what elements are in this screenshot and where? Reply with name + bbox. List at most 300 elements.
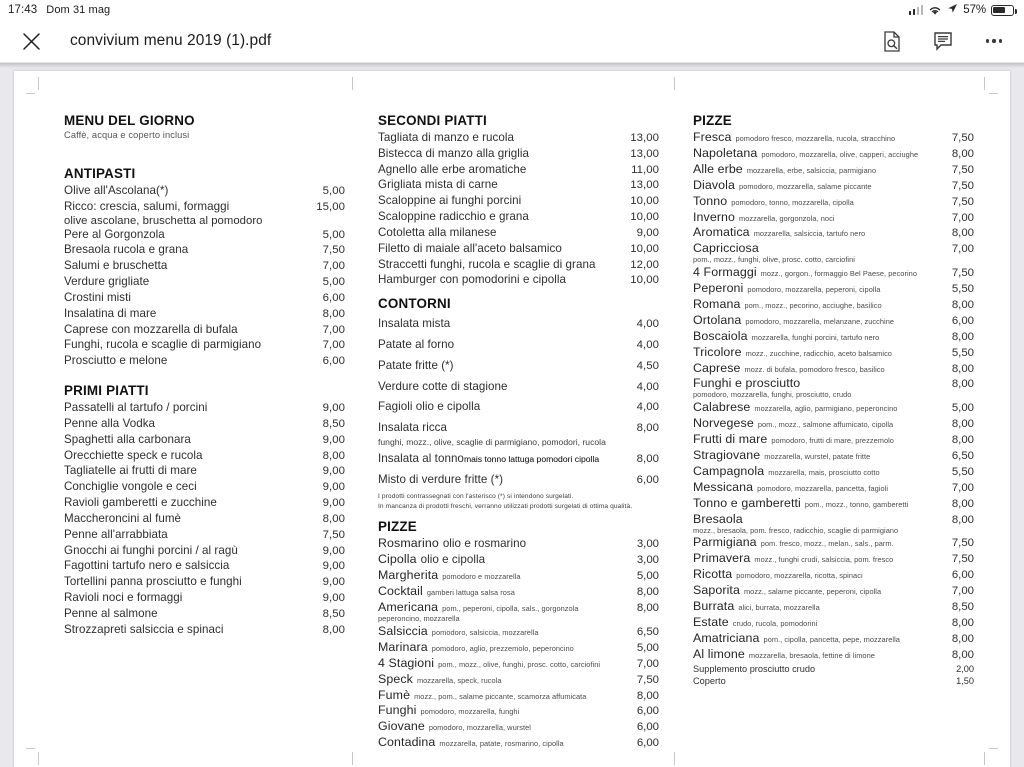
pizza-ingredients: mozzarella, erbe, salsiccia, parmigiano xyxy=(746,165,877,175)
pizza-ingredients: mozzarella, patate, rosmarino, cipolla xyxy=(439,739,564,749)
menu-item-row xyxy=(64,416,345,432)
more-options-icon[interactable] xyxy=(982,29,1006,53)
menu-item-row xyxy=(64,290,345,306)
extra-item-name: Coperto xyxy=(693,676,726,687)
pizza-item-row xyxy=(693,225,974,241)
pizza-item-row xyxy=(378,552,659,568)
pizza-name: Capricciosa xyxy=(693,241,759,256)
section-title-pizze-middle: PIZZE xyxy=(378,519,417,535)
menu-item-row xyxy=(64,448,345,464)
menu-item-name: Bistecca di manzo alla griglia xyxy=(378,146,530,160)
menu-item-price: 13,00 xyxy=(630,179,659,192)
pizza-name: Stragiovane xyxy=(693,447,761,462)
pizza-item-row xyxy=(378,624,659,640)
pizza-ingredients: pomodoro, mozzarella, wurstel xyxy=(428,723,531,733)
pizze-middle-list xyxy=(378,536,659,751)
pizza-item-row xyxy=(693,448,974,464)
menu-item-price: 10,00 xyxy=(630,242,659,255)
pizza-item-row xyxy=(693,615,974,631)
menu-item-name: Salumi e bruschetta xyxy=(64,259,168,273)
menu-item-price: 8,00 xyxy=(322,623,345,636)
menu-item-price: 9,00 xyxy=(322,592,345,605)
pizza-ingredients: mozzarella, mais, prosciutto cotto xyxy=(768,467,880,477)
menu-item-row xyxy=(378,162,659,178)
menu-item-row xyxy=(64,511,345,527)
pizza-price: 8,00 xyxy=(951,378,974,391)
menu-item-row xyxy=(378,417,659,438)
pizza-ingredients: pomodoro, mozzarella, funghi, prosciutto, crudo xyxy=(693,390,852,400)
section-title-secondi: SECONDI PIATTI xyxy=(378,113,487,128)
menu-item-name: Straccetti funghi, rucola e scaglie di grana xyxy=(378,257,596,271)
pizza-name: Frutti di mare xyxy=(693,432,768,447)
pizza-price: 7,50 xyxy=(951,537,974,550)
section-title-antipasti: ANTIPASTI xyxy=(64,166,136,181)
menu-item-price: 4,50 xyxy=(636,359,659,372)
pizza-item-row xyxy=(378,672,659,688)
menu-item-price: 6,00 xyxy=(636,473,659,486)
menu-item-price: 7,00 xyxy=(322,323,345,336)
extra-item-row xyxy=(693,663,974,675)
menu-item-name: Ricco: crescia, salumi, formaggi xyxy=(64,199,230,213)
pizza-price: 8,00 xyxy=(636,586,659,599)
menu-heading: MENU DEL GIORNO xyxy=(64,113,195,128)
primi-piatti-list xyxy=(64,400,345,637)
pizza-name: Funghi e prosciutto xyxy=(693,376,801,391)
app-bar xyxy=(0,20,1024,63)
pizza-price: 5,50 xyxy=(951,465,974,478)
menu-item-row xyxy=(64,227,345,243)
pizza-ingredients: mozz., pom., salame piccante, scamorza affumicata xyxy=(414,691,587,701)
menu-item-price: 8,00 xyxy=(636,422,659,435)
pizza-item-row xyxy=(693,162,974,178)
pizza-item-row xyxy=(378,719,659,735)
pizze-right-list xyxy=(693,130,974,663)
menu-item-name: Olive all'Ascolana(*) xyxy=(64,184,169,197)
pizza-price: 8,00 xyxy=(951,616,974,629)
pizza-ingredients: pomodoro, mozzarella, olive, capperi, acciughe xyxy=(761,149,919,159)
pizza-ingredients: olio e cipolla xyxy=(420,553,486,567)
menu-item-row xyxy=(378,241,659,257)
pizza-price: 8,00 xyxy=(951,497,974,510)
pizza-item-row xyxy=(693,535,974,551)
pizza-price: 6,00 xyxy=(636,705,659,718)
menu-item-name: Insalata mista xyxy=(378,317,451,331)
battery-percent: 57% xyxy=(963,4,986,16)
pizza-price: 3,00 xyxy=(636,538,659,551)
pizza-price: 8,00 xyxy=(951,434,974,447)
menu-item-name: Maccheroncini al fumè xyxy=(64,511,182,525)
menu-item-row xyxy=(378,376,659,397)
pizza-name: Contadina xyxy=(378,735,436,750)
pizza-ingredients: pomodoro fresco, mozzarella, rucola, stracchino xyxy=(735,134,896,143)
pizza-price: 5,50 xyxy=(951,283,974,296)
pizza-name: Tricolore xyxy=(693,344,742,359)
pizza-price: 7,50 xyxy=(951,179,974,192)
pizza-ingredients: alici, burrata, mozzarella xyxy=(738,603,820,612)
extra-item-price: 2,00 xyxy=(956,663,974,674)
pizza-ingredients: mozz., zucchine, radicchio, aceto balsamico xyxy=(745,348,892,358)
pizza-name: Amatriciana xyxy=(693,630,760,645)
pizza-price: 5,00 xyxy=(636,570,659,583)
menu-column-middle xyxy=(378,113,659,767)
pizza-name: Ortolana xyxy=(693,312,742,327)
pizza-price: 5,00 xyxy=(951,402,974,415)
menu-item-name: Insalata al tonno xyxy=(378,451,464,465)
pizza-item-row xyxy=(378,735,659,751)
pizza-item-row xyxy=(693,329,974,345)
menu-item-row xyxy=(64,322,345,338)
pizza-price: 8,00 xyxy=(951,147,974,160)
menu-item-row xyxy=(378,355,659,376)
pizza-price: 8,50 xyxy=(951,601,974,613)
pizza-price: 8,00 xyxy=(951,513,974,526)
menu-item-name: Funghi, rucola e scaglie di parmigiano xyxy=(64,338,262,352)
pizza-item-row xyxy=(693,210,974,226)
menu-item-name: Ravioli noci e formaggi xyxy=(64,591,183,605)
pizza-item-row xyxy=(693,146,974,162)
menu-item-name: Penne al salmone xyxy=(64,606,158,620)
menu-item-name: Conchiglie vongole e ceci xyxy=(64,480,197,494)
menu-item-price: 8,00 xyxy=(322,512,345,525)
pizza-price: 6,00 xyxy=(636,721,659,734)
menu-item-row xyxy=(64,353,345,369)
pizza-ingredients: pom. fresco, mozz., melan., sals., parm. xyxy=(760,539,894,549)
pizza-price: 7,50 xyxy=(951,553,974,566)
pizza-ingredients: pomodoro, mozzarella, melanzane, zucchine xyxy=(745,316,895,326)
menu-column-right xyxy=(693,113,974,767)
menu-item-price: 10,00 xyxy=(630,274,659,287)
pizza-ingredients: pomodoro e mozzarella xyxy=(442,572,521,582)
pizza-price: 7,50 xyxy=(636,673,659,686)
pizza-price: 6,00 xyxy=(636,737,659,750)
location-arrow-icon xyxy=(947,3,958,17)
pizza-ingredients: pomodoro, mozzarella, funghi xyxy=(420,707,520,717)
menu-item-price: 7,50 xyxy=(322,528,345,541)
menu-item-name: Insalatina di mare xyxy=(64,306,157,320)
pizza-item-row xyxy=(378,536,659,552)
menu-item-price: 8,00 xyxy=(322,307,345,320)
pizza-ingredients: peperoncino, mozzarella xyxy=(378,614,460,624)
menu-item-name: Passatelli al tartufo / porcini xyxy=(64,401,208,415)
pizza-item-row xyxy=(693,130,974,146)
pizza-name: Al limone xyxy=(693,646,745,661)
status-date: Dom 31 mag xyxy=(46,4,111,16)
pizza-ingredients: pom., mozz., pecorino, acciughe, basilico xyxy=(744,300,882,310)
menu-item-price: 7,00 xyxy=(322,339,345,352)
pizza-name: Diavola xyxy=(693,177,736,192)
pizza-name: Napoletana xyxy=(693,145,758,160)
menu-item-row xyxy=(378,448,659,469)
pizza-item-row xyxy=(693,281,974,297)
menu-item-price: 8,00 xyxy=(322,449,345,462)
menu-item-name: Gnocchi ai funghi porcini / al ragù xyxy=(64,543,238,557)
menu-item-row xyxy=(64,199,345,215)
pizza-item-row xyxy=(693,178,974,194)
pizza-ingredients: mozzarella, gorgonzola, noci xyxy=(739,213,835,223)
menu-item-price: 9,00 xyxy=(636,226,659,239)
menu-item-price: 9,00 xyxy=(322,560,345,573)
pizza-name: Peperoni xyxy=(693,281,744,296)
pizza-price: 6,00 xyxy=(951,569,974,582)
pizza-name: Saporita xyxy=(693,583,740,598)
pizza-price: 6,50 xyxy=(951,449,974,462)
pizza-price: 5,00 xyxy=(636,641,659,654)
menu-item-row xyxy=(64,463,345,479)
pdf-viewer[interactable] xyxy=(0,63,1024,767)
menu-item-name: Verdure cotte di stagione xyxy=(378,379,508,393)
menu-item-name: Ravioli gamberetti e zucchine xyxy=(64,496,217,510)
pizza-name: Inverno xyxy=(693,209,736,224)
pizza-name: Bresaola xyxy=(693,511,743,526)
viewer-top-shadow xyxy=(0,63,1024,68)
pizza-ingredients: mozz. di bufala, pomodoro fresco, basilico xyxy=(744,364,885,374)
pizza-item-row xyxy=(693,567,974,583)
pizza-ingredients: pomodoro, mozzarella, salame piccante xyxy=(739,181,872,191)
pizza-ingredients: olio e rosmarino xyxy=(442,537,527,551)
menu-item-row xyxy=(64,274,345,290)
comment-icon[interactable] xyxy=(931,29,955,53)
pizza-name: Margherita xyxy=(378,568,439,583)
menu-item-price: 12,00 xyxy=(630,258,659,271)
menu-item-row xyxy=(378,334,659,355)
pizza-price: 6,50 xyxy=(636,625,659,638)
menu-item-price: 6,00 xyxy=(322,291,345,304)
menu-item-name: Caprese con mozzarella di bufala xyxy=(64,322,238,336)
menu-item-name: Prosciutto e melone xyxy=(64,354,168,368)
pizza-name: Cocktail xyxy=(378,584,423,599)
menu-item-name: Scaloppine radicchio e grana xyxy=(378,210,529,224)
menu-item-price: 11,00 xyxy=(631,163,659,176)
pizza-ingredients: mozz., bresaola, pom. fresco, radicchio, scaglie di parmigiano xyxy=(693,525,899,535)
menu-item-name: Penne all'arrabbiata xyxy=(64,527,168,541)
menu-item-row xyxy=(64,400,345,416)
pizza-name: Burrata xyxy=(693,599,735,613)
pizza-name: Americana xyxy=(378,600,439,615)
pizza-price: 7,50 xyxy=(951,195,974,208)
pizza-name: Campagnola xyxy=(693,463,765,478)
pizza-price: 7,00 xyxy=(951,585,974,598)
menu-item-row xyxy=(378,146,659,162)
pizze-extras-list xyxy=(693,663,974,688)
menu-item-row xyxy=(378,225,659,241)
pizza-name: Fresca xyxy=(693,130,732,144)
extra-item-name: Supplemento prosciutto crudo xyxy=(693,663,816,674)
pizza-ingredients: mozzarella, bresaola, fettine di limone xyxy=(748,650,875,660)
pizza-price: 8,00 xyxy=(636,602,659,615)
menu-item-price: 6,00 xyxy=(322,355,345,368)
pizza-ingredients: pomodoro, mozzarella, ricotta, spinaci xyxy=(736,571,863,581)
menu-item-name: Tagliata di manzo e rucola xyxy=(378,131,514,144)
pizza-ingredients: pomodoro, tonno, mozzarella, cipolla xyxy=(731,197,854,207)
pdf-page xyxy=(14,71,1010,767)
contorni-list xyxy=(378,313,659,489)
pizza-item-row xyxy=(693,464,974,480)
pizza-ingredients: mozz., funghi crudi, salsiccia, pom. fresco xyxy=(754,555,894,565)
pizza-ingredients: mozzarella, wurstel, patate fritte xyxy=(764,451,871,461)
pizza-item-row xyxy=(378,640,659,656)
pizza-price: 7,50 xyxy=(951,267,974,280)
pizza-name: Salsiccia xyxy=(378,623,428,638)
menu-item-name: Fagottini tartufo nero e salsiccia xyxy=(64,559,230,573)
pizza-item-row xyxy=(693,400,974,416)
pizza-name: 4 Formaggi xyxy=(693,265,757,280)
pizza-name: Parmigiana xyxy=(693,535,757,550)
pizza-name: Caprese xyxy=(693,360,741,375)
pizza-price: 3,00 xyxy=(636,554,659,567)
menu-item-second-line: olive ascolane, bruschetta al pomodoro xyxy=(64,214,263,227)
menu-item-price: 7,00 xyxy=(322,260,345,273)
pizza-name: Tonno xyxy=(693,193,728,208)
menu-item-name: Filetto di maiale all'aceto balsamico xyxy=(378,241,562,255)
document-title: convivium menu 2019 (1).pdf xyxy=(70,32,272,49)
menu-item-name: Orecchiette speck e rucola xyxy=(64,448,203,462)
pizza-item-row xyxy=(693,647,974,663)
menu-item-row xyxy=(64,337,345,353)
menu-item-name: Cotoletta alla milanese xyxy=(378,225,497,239)
menu-item-row xyxy=(64,590,345,606)
pizza-item-row xyxy=(693,496,974,512)
menu-item-name: Penne alla Vodka xyxy=(64,416,156,430)
menu-item-row xyxy=(64,574,345,590)
status-bar xyxy=(0,0,1024,20)
pizza-ingredients: pom., mozz., salmone affumicato, cipolla xyxy=(757,420,894,430)
pizza-ingredients: mozzarella, speck, rucola xyxy=(416,675,502,685)
menu-item-row xyxy=(64,258,345,274)
menu-item-price: 4,00 xyxy=(636,339,659,352)
pizza-item-row xyxy=(693,265,974,281)
pizza-ingredients: gamberi lattuga salsa rosa xyxy=(426,588,515,598)
menu-item-name: Tagliatelle ai frutti di mare xyxy=(64,464,197,478)
menu-item-name: Insalata ricca xyxy=(378,421,448,435)
menu-item-price: 5,00 xyxy=(322,185,345,197)
menu-item-name: Grigliata mista di carne xyxy=(378,178,498,192)
pizza-name: Boscaiola xyxy=(693,328,748,343)
pizza-name: 4 Stagioni xyxy=(378,655,435,670)
close-icon[interactable] xyxy=(16,26,46,56)
pizza-ingredients: pom., mozz., olive, funghi, prosc. cotto, carciofini xyxy=(438,659,601,669)
section-title-contorni: CONTORNI xyxy=(378,296,451,312)
menu-item-price: 9,00 xyxy=(322,433,345,446)
battery-icon xyxy=(991,5,1014,16)
menu-item-name: Patate fritte (*) xyxy=(378,358,454,372)
menu-item-row xyxy=(64,495,345,511)
pizza-item-row xyxy=(693,480,974,496)
section-title-primi: PRIMI PIATTI xyxy=(64,383,149,399)
pizza-item-row xyxy=(693,194,974,210)
menu-item-row xyxy=(378,469,659,490)
pizza-price: 7,50 xyxy=(951,132,974,144)
menu-item-name: Tortellini panna prosciutto e funghi xyxy=(64,575,242,589)
menu-item-row xyxy=(378,177,659,193)
menu-item-price: 15,00 xyxy=(316,200,345,213)
status-time: 17:43 xyxy=(8,4,38,16)
menu-item-row xyxy=(64,479,345,495)
pizza-ingredients: pomodoro, salsiccia, mozzarella xyxy=(431,627,539,637)
pizza-ingredients: pomodoro, frutti di mare, prezzemolo xyxy=(771,436,894,446)
menu-subheading: Caffè, acqua e coperto inclusi xyxy=(64,130,190,140)
pizza-price: 8,00 xyxy=(951,632,974,645)
pizza-price: 8,00 xyxy=(636,689,659,702)
pizza-ingredients: pomodoro, mozzarella, pancetta, fagioli xyxy=(757,483,889,493)
pizza-name: Romana xyxy=(693,296,741,311)
menu-item-name: Pere al Gorgonzola xyxy=(64,227,165,241)
pizza-ingredients: mozz., gorgon., formaggio Bel Paese, pecorino xyxy=(760,269,917,279)
menu-item-price: 7,50 xyxy=(322,244,345,257)
pizza-item-row xyxy=(693,361,974,377)
menu-item-price: 5,00 xyxy=(322,228,345,241)
pizza-price: 7,50 xyxy=(951,163,974,176)
pizza-price: 8,00 xyxy=(951,298,974,311)
pizza-name: Calabrese xyxy=(693,400,751,415)
pizza-price: 7,00 xyxy=(951,211,974,224)
pizza-item-row xyxy=(693,313,974,329)
menu-item-name: Scaloppine ai funghi porcini xyxy=(378,194,522,208)
menu-item-name: Strozzapreti salsiccia e spinaci xyxy=(64,622,224,636)
pizza-ingredients: pom., peperoni, cipolla, sals., gorgonzola xyxy=(442,604,579,614)
menu-item-price: 4,00 xyxy=(636,401,659,414)
menu-item-price: 8,50 xyxy=(322,417,345,430)
pizza-item-row xyxy=(693,297,974,313)
menu-item-price: 13,00 xyxy=(630,147,659,160)
menu-item-price: 8,50 xyxy=(322,607,345,620)
menu-item-row xyxy=(64,527,345,543)
menu-item-name: Crostini misti xyxy=(64,290,132,304)
menu-item-price: 10,00 xyxy=(630,211,659,224)
menu-item-row xyxy=(64,543,345,559)
menu-item-name: Agnello alle erbe aromatiche xyxy=(378,162,527,176)
pizza-name: Alle erbe xyxy=(693,161,743,176)
pizza-price: 7,00 xyxy=(636,657,659,670)
pizza-name: Norvegese xyxy=(693,416,754,431)
menu-item-row xyxy=(64,432,345,448)
secondi-piatti-list xyxy=(378,130,659,288)
pizza-item-row xyxy=(693,345,974,361)
pizza-ingredients: pom., mozz., funghi, olive, prosc. cotto, carciofini xyxy=(693,255,855,265)
menu-item-row xyxy=(378,272,659,288)
menu-item-row xyxy=(64,622,345,638)
menu-item-name: Spaghetti alla carbonara xyxy=(64,432,191,446)
pizza-ingredients: crudo, rucola, pomodorini xyxy=(732,618,818,628)
menu-item-row xyxy=(64,242,345,258)
menu-item-name: Misto di verdure fritte (*) xyxy=(378,472,504,486)
menu-item-row xyxy=(64,558,345,574)
pizza-item-row xyxy=(693,416,974,432)
menu-item-price: 4,00 xyxy=(636,318,659,331)
pizza-price: 8,00 xyxy=(951,227,974,240)
pizza-price: 7,00 xyxy=(951,481,974,494)
menu-item-price: 13,00 xyxy=(630,132,659,144)
pizza-item-row xyxy=(693,551,974,567)
menu-item-name: Bresaola rucola e grana xyxy=(64,243,189,257)
pizza-ingredients: mozz., salame piccante, peperoni, cipolla xyxy=(743,587,882,597)
menu-column-left xyxy=(64,113,345,767)
pizza-item-row xyxy=(378,688,659,704)
menu-item-price: 10,00 xyxy=(630,195,659,208)
disclaimer-line-2: In mancanza di prodotti freschi, verranno utilizzati prodotti surgelati di ottima qualità. xyxy=(378,502,633,510)
pizza-name: Marinara xyxy=(378,639,428,654)
menu-item-price: 4,00 xyxy=(636,380,659,393)
pizza-ingredients: pom., mozz., tonno, gamberetti xyxy=(804,499,909,509)
pizza-ingredients: pom., cipolla, pancetta, pepe, mozzarella xyxy=(763,634,900,644)
menu-item-row xyxy=(378,193,659,209)
menu-item-price: 9,00 xyxy=(322,481,345,494)
search-document-icon[interactable] xyxy=(880,29,904,53)
menu-item-name: Hamburger con pomodorini e cipolla xyxy=(378,273,566,287)
pizza-name: Ricotta xyxy=(693,567,733,582)
menu-item-row xyxy=(378,257,659,273)
menu-item-row xyxy=(64,306,345,322)
pizza-item-row xyxy=(378,568,659,584)
